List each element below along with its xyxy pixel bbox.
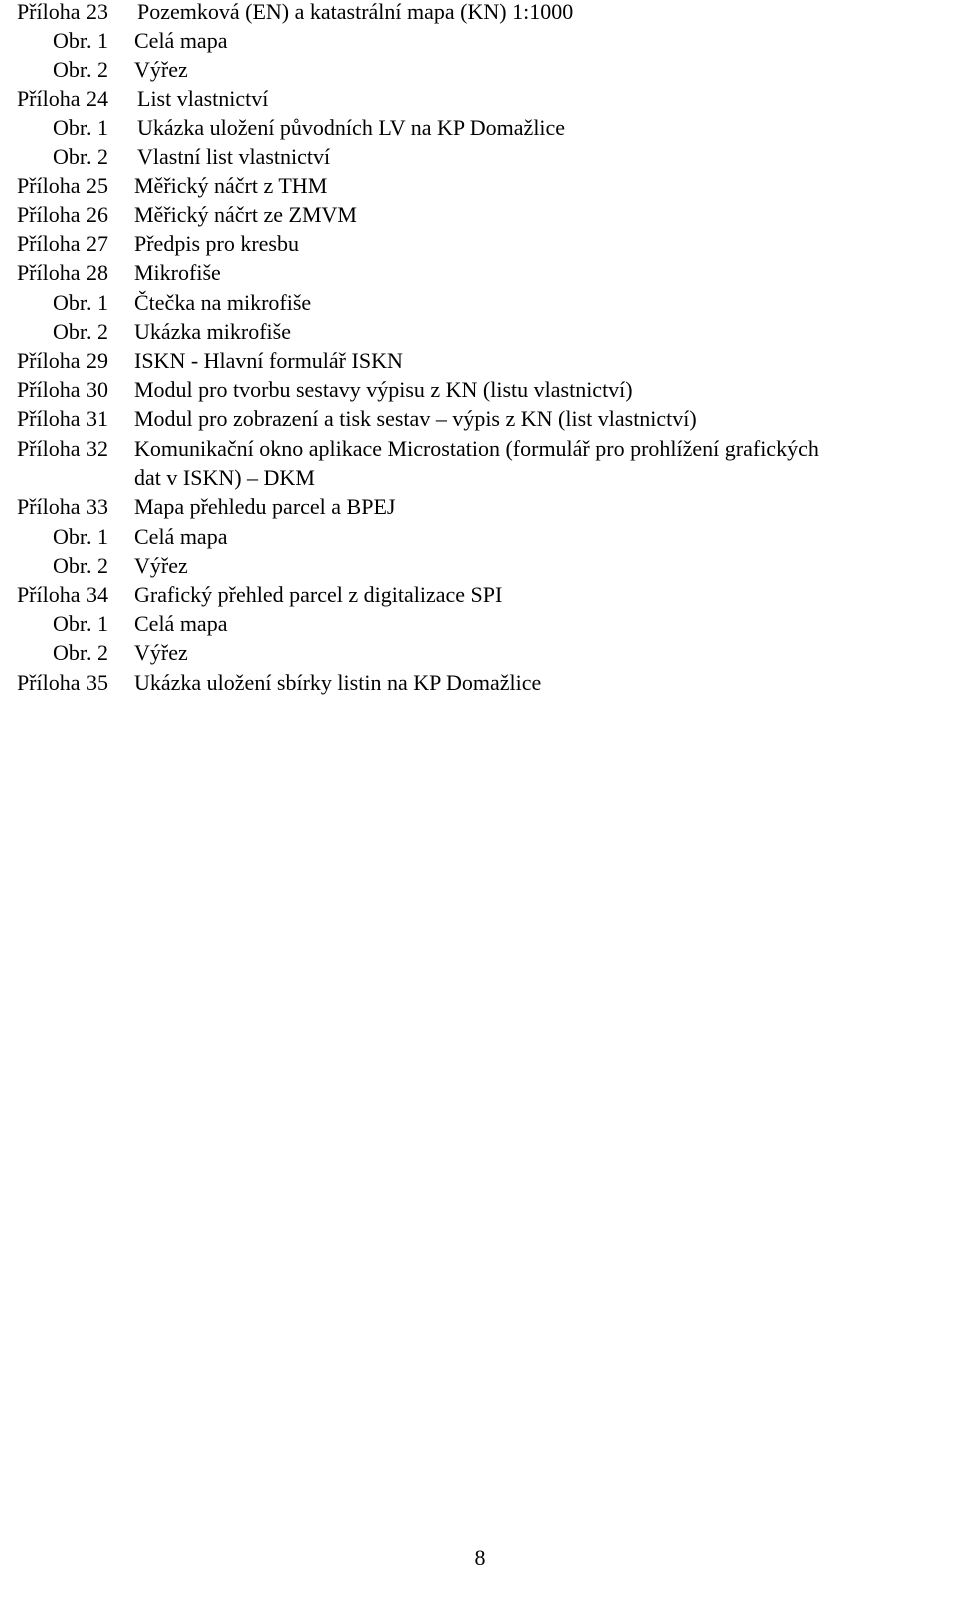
entry-label: Příloha 30 [16,377,108,402]
page-number: 8 [474,1545,486,1570]
entry-title: List vlastnictví [137,86,269,111]
entry-label: Obr. 2 [53,319,108,344]
entry-label: Příloha 27 [16,231,108,256]
list-item [0,229,960,259]
entry-title: Měřický náčrt ze ZMVM [134,202,357,227]
entry-title: Ukázka uložení původních LV na KP Domažlice [137,115,566,140]
list-item [0,142,960,172]
entry-title: Mikrofiše [134,260,221,285]
list-item [0,346,960,376]
list-item [0,580,960,610]
entry-title: Celá mapa [134,28,228,53]
list-item [0,668,960,698]
entry-label: Obr. 2 [53,640,108,665]
entry-title: Vlastní list vlastnictví [137,144,331,169]
entry-title: Grafický přehled parcel z digitalizace SPI [134,582,503,607]
entry-label: Obr. 2 [53,553,108,578]
entry-label: Příloha 25 [16,173,108,198]
list-item [0,492,960,522]
list-item [0,404,960,434]
entry-label: Obr. 1 [53,611,108,636]
entry-label: Obr. 2 [53,144,108,169]
list-item [0,84,960,114]
entry-title: Pozemková (EN) a katastrální mapa (KN) 1:1000 [137,0,574,24]
entry-label: Příloha 32 [16,436,108,461]
entry-title: Ukázka mikrofiše [134,319,291,344]
list-item [0,113,960,143]
entry-label: Příloha 31 [16,406,108,431]
entry-label: Příloha 28 [16,260,108,285]
entry-label: Příloha 34 [16,582,108,607]
list-item [0,434,960,464]
list-item [0,288,960,318]
list-item-continuation [0,463,960,493]
entry-title: Ukázka uložení sbírky listin na KP Domažlice [134,670,542,695]
entry-label: Obr. 1 [53,115,108,140]
entry-label: Příloha 35 [16,670,108,695]
entry-title: Modul pro tvorbu sestavy výpisu z KN (listu vlastnictví) [134,377,633,402]
entry-title: Výřez [134,57,188,82]
entry-title: Předpis pro kresbu [134,231,299,256]
entry-label: Obr. 1 [53,28,108,53]
list-item [0,258,960,288]
list-item [0,0,960,27]
entry-label: Příloha 26 [16,202,108,227]
entry-title: Celá mapa [134,524,228,549]
list-item [0,55,960,85]
entry-label: Obr. 2 [53,57,108,82]
list-item [0,638,960,668]
entry-label: Obr. 1 [53,290,108,315]
list-item [0,609,960,639]
entry-label: Příloha 23 [16,0,108,24]
entry-title: Modul pro zobrazení a tisk sestav – výpis z KN (list vlastnictví) [134,406,697,431]
list-item [0,200,960,230]
list-item [0,551,960,581]
entry-title: Výřez [134,553,188,578]
entry-title: Mapa přehledu parcel a BPEJ [134,494,396,519]
list-item [0,171,960,201]
entry-label: Obr. 1 [53,524,108,549]
entry-title: dat v ISKN) – DKM [134,465,315,490]
entry-label: Příloha 24 [16,86,108,111]
list-item [0,522,960,552]
list-item [0,26,960,56]
entry-title: Výřez [134,640,188,665]
entry-label: Příloha 33 [16,494,108,519]
entry-label: Příloha 29 [16,348,108,373]
entry-title: Čtečka na mikrofiše [134,290,312,315]
entry-title: ISKN - Hlavní formulář ISKN [134,348,403,373]
entry-title: Celá mapa [134,611,228,636]
list-item [0,375,960,405]
entry-title: Měřický náčrt z THM [134,173,328,198]
entry-title: Komunikační okno aplikace Microstation (formulář pro prohlížení grafických [134,436,819,461]
list-item [0,317,960,347]
